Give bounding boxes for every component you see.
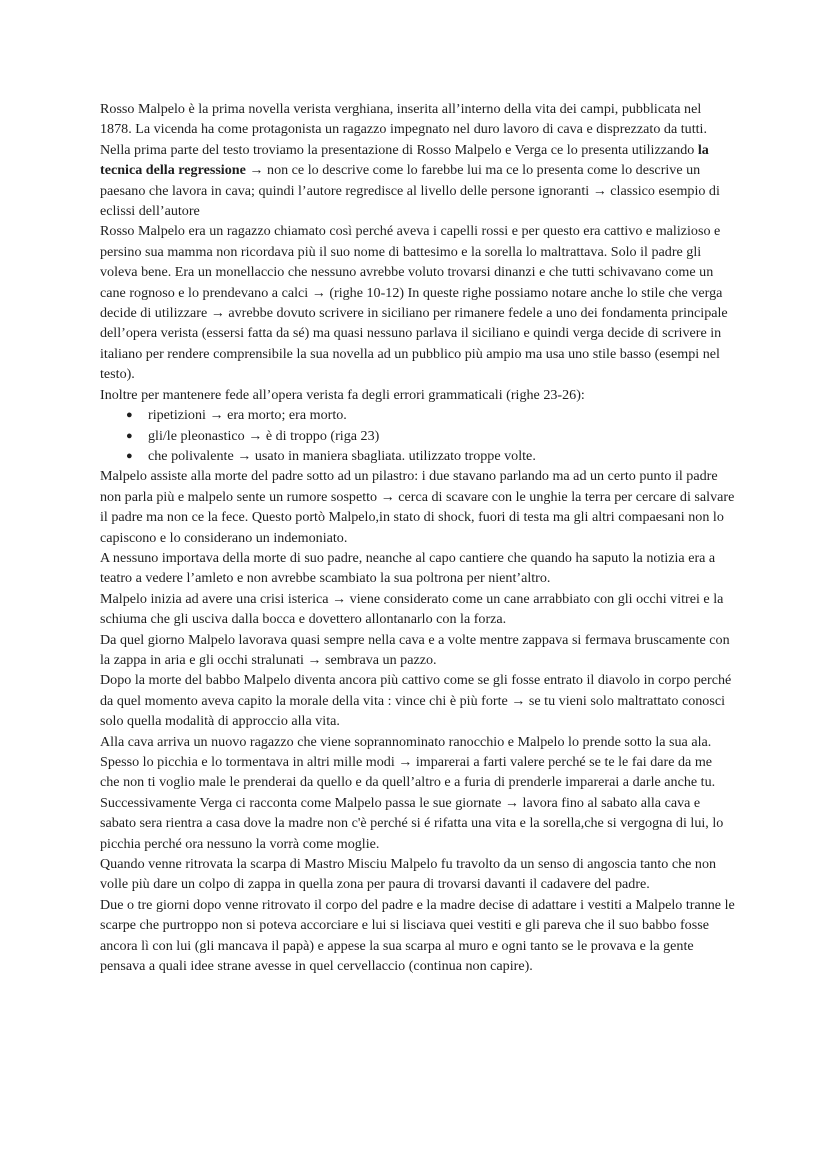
list-item-text: gli/le pleonastico → è di troppo (riga 23): [148, 427, 380, 444]
paragraph-crisis: Malpelo inizia ad avere una crisi isterica → viene considerato come un cane arrabbiato con gli occhi vitrei e la schiuma che gli usciva dalla bocca e dovettero allontanarlo con la forza.: [100, 590, 724, 628]
paragraph-ranocchio: Alla cava arriva un nuovo ragazzo che viene soprannominato ranocchio e Malpelo lo prende sotto la sua ala. Spesso lo picchia e lo tormentava in altri mille modi → imparerai a farti valere perché se te le fai dare da me che non ti voglio male le prenderai da quello e da quell’altro e a furia di prenderle imparerai a darle anche tu.: [100, 733, 716, 791]
paragraph-shoe: Quando venne ritrovata la scarpa di Mastro Misciu Malpelo fu travolto da un senso di angoscia tanto che non volle più dare un colpo di zappa in quella zona per paura di trovarsi davanti il cadavere del padre.: [100, 856, 717, 893]
paragraph-regression: [100, 140, 735, 222]
list-item: [100, 426, 735, 446]
bullet-icon: ●: [126, 429, 133, 442]
list-item: [100, 446, 735, 466]
paragraph-indifference: A nessuno importava della morte di suo padre, neanche al capo cantiere che quando ha saputo la notizia era a teatro a vedere l’amleto e non avrebbe scambiato la sua poltrona per nient’altro.: [100, 549, 716, 587]
list-item-text: ripetizioni → era morto; era morto.: [148, 407, 347, 424]
bullet-icon: ●: [126, 449, 133, 462]
regression-text-after: → non ce lo descrive come lo farebbe lui ma ce lo presenta come lo descrive un paesano che lavora in cava; quindi l’autore regredisce al livello delle persone ignoranti → classico esempio di eclissi dell’autore: [100, 162, 720, 220]
paragraph-cave-work: Da quel giorno Malpelo lavorava quasi sempre nella cava e a volte mentre zappava si fermava bruscamente con la zappa in aria e gli occhi stralunati → sembrava un pazzo.: [100, 631, 730, 668]
grammar-error-list: [100, 405, 735, 466]
regression-text-before: Nella prima parte del testo troviamo la presentazione di Rosso Malpelo e Verga ce lo presenta utilizzando: [100, 141, 698, 158]
paragraph-days: Successivamente Verga ci racconta come Malpelo passa le sue giornate → lavora fino al sabato alla cava e sabato sera rientra a casa dove la madre non c'è perché si é rifatta una vita e la sorella,che si vergogna di lui, lo picchia perché ora nessuno la vorrà come moglie.: [100, 794, 724, 852]
document-page: [100, 99, 735, 976]
regression-bold-term: la tecnica della regressione: [100, 141, 709, 179]
list-item-text: che polivalente → usato in maniera sbagliata. utilizzato troppe volte.: [148, 447, 536, 464]
paragraph-father-death: Malpelo assiste alla morte del padre sotto ad un pilastro: i due stavano parlando ma ad un certo punto il padre non parla più e malpelo sente un rumore sospetto → cerca di scavare con le unghie la terra per cercare di salvare il padre ma non ce la fece. Questo portò Malpelo,in stato di shock, fuori di testa ma gli altri compaesani non lo capiscono e lo considerano un indemoniato.: [100, 468, 735, 546]
paragraph-grammar: Inoltre per mantenere fede all’opera verista fa degli errori grammaticali (righe 23-26):: [100, 386, 585, 403]
paragraph-intro: Rosso Malpelo è la prima novella verista verghiana, inserita all’interno della vita dei campi, pubblicata nel 1878. La vicenda ha come protagonista un ragazzo impegnato nel duro lavoro di cava e disprezzato da tutti.: [100, 101, 707, 138]
list-item: [100, 405, 735, 425]
paragraph-character: Rosso Malpelo era un ragazzo chiamato così perché aveva i capelli rossi e per questo era cattivo e malizioso e persino sua mamma non ricordava più il suo nome di battesimo e la sorella lo maltrattava. Solo il padre gli voleva bene. Era un monellaccio che nessuno avrebbe voluto trovarsi dinanzi e che tutti schivavano come un cane rognoso e lo prendevano a calci → (righe 10-12) In queste righe possiamo notare anche lo stile che verga decide di utilizzare → avrebbe dovuto scrivere in siciliano per rimanere fedele a uno dei fondamenta principale dell’opera verista (essersi fatta da sé) ma quasi nessuno parlava il siciliano e quindi verga decide di scrivere in italiano per rendere comprensibile la sua novella ad un pubblico più ampio ma usa uno stile basso (esempi nel testo).: [100, 223, 728, 383]
paragraph-morale: Dopo la morte del babbo Malpelo diventa ancora più cattivo come se gli fosse entrato il diavolo in corpo perché da quel momento aveva capito la morale della vita : vince chi è più forte → se tu vieni solo maltrattato conosci solo quella modalità di approccio alla vita.: [100, 672, 732, 730]
paragraph-clothes: Due o tre giorni dopo venne ritrovato il corpo del padre e la madre decise di adattare i vestiti a Malpelo tranne le scarpe che purtroppo non si poteva accorciare e lui si lisciava quei vestiti e gli pareva che il suo babbo fosse ancora lì con lui (gli mancava il papà) e appese la sua scarpa al muro e ogni tanto se le provava e la gente pensava a quali idee strane avesse in quel cervellaccio (continua non capire).: [100, 896, 735, 975]
bullet-icon: ●: [126, 409, 133, 422]
